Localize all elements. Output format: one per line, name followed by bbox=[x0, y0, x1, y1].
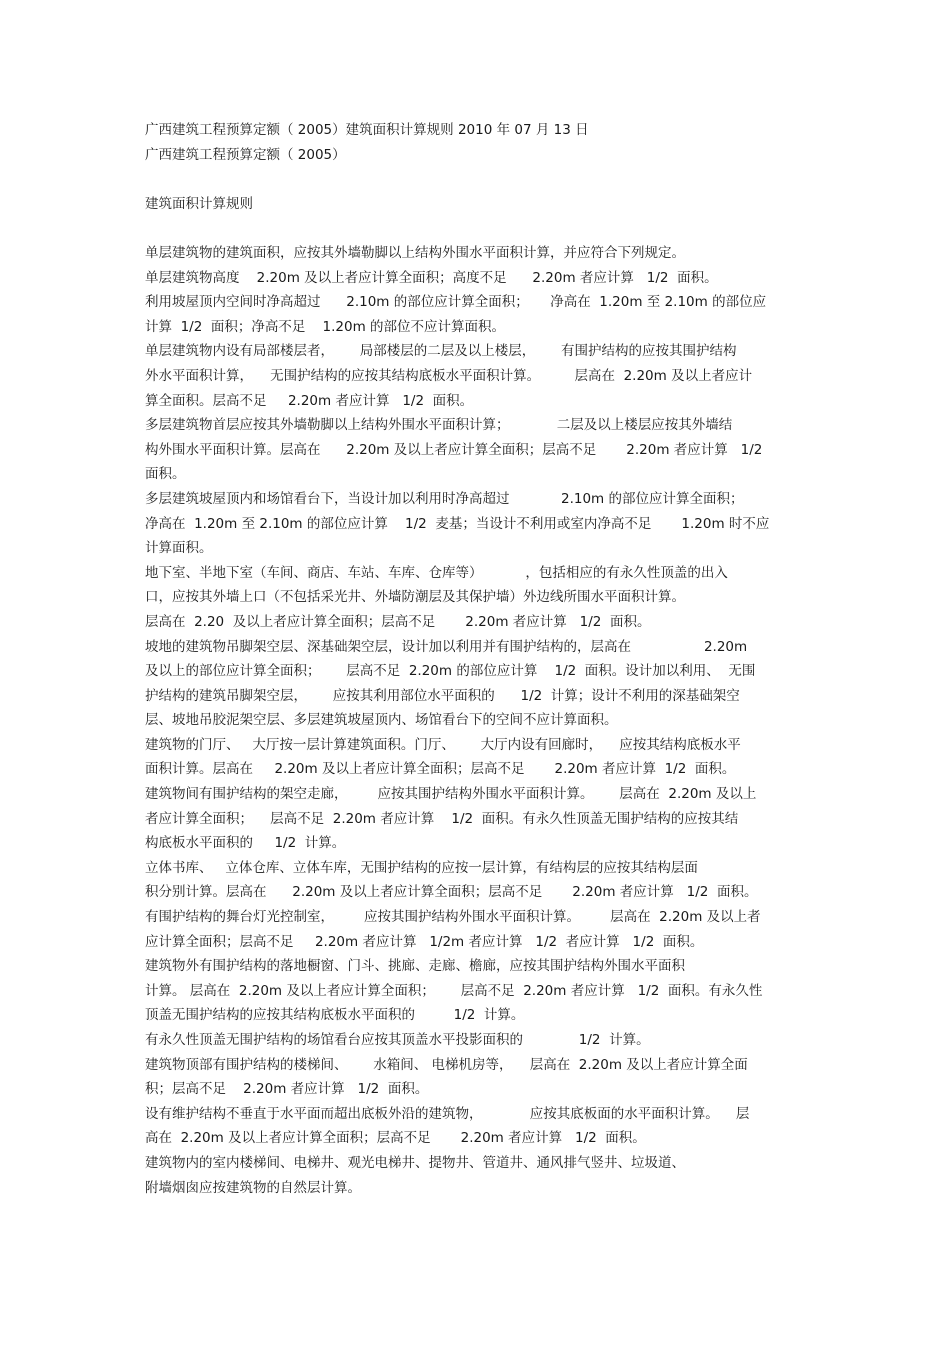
body-line: 者应计算全面积； 层高不足 2.20m 者应计算 1/2 面积。有永久性顶盖无围护结构的应按其结 bbox=[145, 810, 739, 827]
body-line: 建筑物的门厅、 大厅按一层计算建筑面积。门厅、 大厅内设有回廊时， 应按其结构底板水平 bbox=[145, 736, 741, 753]
body-line: 单层建筑物内设有局部楼层者， 局部楼层的二层及以上楼层， 有围护结构的应按其围护结构 bbox=[145, 343, 737, 360]
body-line: 及以上的部位应计算全面积； 层高不足 2.20m 的部位应计算 1/2 面积。设计加以利用、 无围 bbox=[145, 663, 756, 680]
body-line: 建筑物间有围护结构的架空走廊， 应按其围护结构外围水平面积计算。 层高在 2.20m 及以上 bbox=[145, 786, 757, 803]
body-line: 算全面积。层高不足 2.20m 者应计算 1/2 面积。 bbox=[145, 392, 474, 409]
body-line: 外水平面积计算， 无围护结构的应按其结构底板水平面积计算。 层高在 2.20m 及以上者应计 bbox=[145, 367, 753, 384]
body-line: 地下室、半地下室（车间、商店、车站、车库、仓库等） ，包括相应的有永久性顶盖的出入 bbox=[145, 564, 728, 581]
body-line: 多层建筑坡屋顶内和场馆看台下，当设计加以利用时净高超过 2.10m 的部位应计算全面积； bbox=[145, 490, 744, 507]
body-line: 高在 2.20m 及以上者应计算全面积；层高不足 2.20m 者应计算 1/2 面积。 bbox=[145, 1130, 646, 1147]
body-line: 面积。 bbox=[145, 466, 186, 483]
body-line: 建筑物内的室内楼梯间、电梯井、观光电梯井、提物井、管道井、通风排气竖井、垃圾道、 bbox=[145, 1154, 685, 1171]
body-line: 设有维护结构不垂直于水平面而超出底板外沿的建筑物， 应按其底板面的水平面积计算。 层 bbox=[145, 1105, 750, 1122]
body-line: 构外围水平面积计算。层高在 2.20m 及以上者应计算全面积；层高不足 2.20m 者应计算 1/2 bbox=[145, 441, 763, 458]
body-line: 有永久性顶盖无围护结构的场馆看台应按其顶盖水平投影面积的 1/2 计算。 bbox=[145, 1032, 650, 1048]
document-header-subtitle: 广西建筑工程预算定额（ 2005） bbox=[145, 147, 346, 163]
body-line: 构底板水平面积的 1/2 计算。 bbox=[145, 835, 346, 852]
body-line: 建筑物外有围护结构的落地橱窗、门斗、挑廊、走廊、檐廊，应按其围护结构外围水平面积 bbox=[145, 958, 685, 975]
document-page bbox=[145, 118, 810, 1200]
body-line: 口，应按其外墙上口（不包括采光井、外墙防潮层及其保护墙）外边线所围水平面积计算。 bbox=[145, 589, 685, 606]
body-line: 计算。 层高在 2.20m 及以上者应计算全面积； 层高不足 2.20m 者应计算 1/2 面积。有永久性 bbox=[145, 982, 763, 999]
body-line: 应计算全面积；层高不足 2.20m 者应计算 1/2m 者应计算 1/2 者应计算 1/2 面积。 bbox=[145, 933, 704, 950]
body-line: 利用坡屋顶内空间时净高超过 2.10m 的部位应计算全面积； 净高在 1.20m 至 2.10m 的部位应 bbox=[145, 294, 767, 311]
body-line: 积分别计算。层高在 2.20m 及以上者应计算全面积；层高不足 2.20m 者应计算 1/2 面积。 bbox=[145, 884, 758, 901]
body-line: 单层建筑物的建筑面积，应按其外墙勒脚以上结构外围水平面积计算，并应符合下列规定。 bbox=[145, 245, 685, 261]
body-line: 坡地的建筑物吊脚架空层、深基础架空层，设计加以利用并有围护结构的，层高在 2.20m bbox=[145, 638, 748, 655]
document-body bbox=[145, 241, 810, 1200]
body-line: 计算 1/2 面积；净高不足 1.20m 的部位不应计算面积。 bbox=[145, 318, 506, 335]
body-line: 计算面积。 bbox=[145, 540, 213, 557]
document-header-title: 广西建筑工程预算定额（ 2005）建筑面积计算规则 2010 年 07 月 13 日 bbox=[145, 122, 589, 138]
body-line: 顶盖无围护结构的应按其结构底板水平面积的 1/2 计算。 bbox=[145, 1007, 525, 1024]
body-line: 积；层高不足 2.20m 者应计算 1/2 面积。 bbox=[145, 1081, 429, 1098]
body-line: 立体书库、 立体仓库、立体车库，无围护结构的应按一层计算，有结构层的应按其结构层面 bbox=[145, 859, 698, 876]
body-line: 单层建筑物高度 2.20m 及以上者应计算全面积；高度不足 2.20m 者应计算 1/2 面积。 bbox=[145, 269, 718, 286]
body-line: 建筑物顶部有围护结构的楼梯间、 水箱间、 电梯机房等， 层高在 2.20m 及以上者应计算全面 bbox=[145, 1056, 748, 1073]
body-line: 层、坡地吊胶泥架空层、多层建筑坡屋顶内、场馆看台下的空间不应计算面积。 bbox=[145, 712, 618, 729]
body-line: 有围护结构的舞台灯光控制室， 应按其围护结构外围水平面积计算。 层高在 2.20m 及以上者 bbox=[145, 909, 761, 926]
body-line: 面积计算。层高在 2.20m 及以上者应计算全面积；层高不足 2.20m 者应计算 1/2 面积。 bbox=[145, 761, 736, 778]
body-line: 护结构的建筑吊脚架空层， 应按其利用部位水平面积的 1/2 计算；设计不利用的深基础架空 bbox=[145, 687, 740, 704]
body-line: 附墙烟囱应按建筑物的自然层计算。 bbox=[145, 1179, 361, 1196]
body-line: 多层建筑物首层应按其外墙勒脚以上结构外围水平面积计算； 二层及以上楼层应按其外墙结 bbox=[145, 417, 733, 434]
section-title: 建筑面积计算规则 bbox=[145, 196, 253, 212]
body-line: 净高在 1.20m 至 2.10m 的部位应计算 1/2 麦基；当设计不利用或室内净高不足 1.20m 时不应 bbox=[145, 515, 770, 532]
body-line: 层高在 2.20 及以上者应计算全面积；层高不足 2.20m 者应计算 1/2 面积。 bbox=[145, 613, 651, 630]
